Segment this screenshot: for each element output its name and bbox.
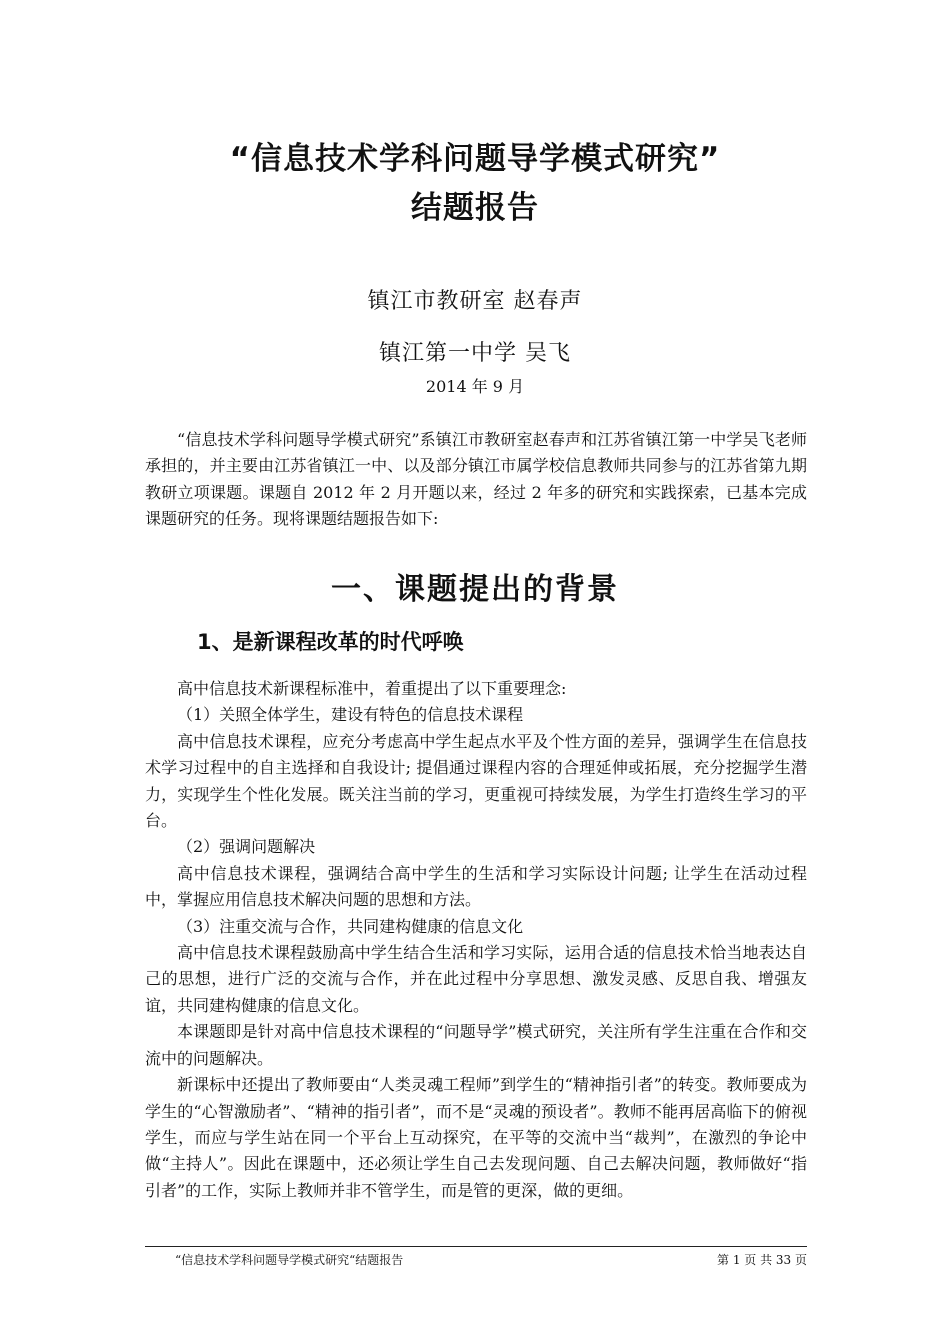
paragraph-5: （3）注重交流与合作，共同建构健康的信息文化 xyxy=(177,916,524,936)
footer-divider xyxy=(145,1246,807,1247)
report-date: 2014 年 9 月 xyxy=(425,377,525,396)
paragraph-2: 高中信息技术课程，应充分考虑高中学生起点水平及个性方面的差异，强调学生在信息技术学习过程中的自主选择和自我设计; 提倡通过课程内容的合理延伸或拓展，充分挖掘学生潜力，实现学生个性化发展。既关注当前的学习，更重视可持续发展，为学生打造终生学习的平台。 xyxy=(145,731,807,831)
intro-block xyxy=(145,427,807,533)
section-heading: 一、课题提出的背景 xyxy=(331,572,619,607)
author-line-1: 镇江市教研室 赵春声 xyxy=(367,289,583,314)
footer-title: “信息技术学科问题导学模式研究“结题报告 xyxy=(175,1253,404,1267)
document-title-line-1: “信息技术学科问题导学模式研究” xyxy=(229,141,721,177)
paragraph-1: （1）关照全体学生，建设有特色的信息技术课程 xyxy=(177,705,524,725)
intro-paragraph: “信息技术学科问题导学模式研究”系镇江市教研室赵春声和江苏省镇江第一中学吴飞老师承担的，并主要由江苏省镇江一中、以及部分镇江市属学校信息教师共同参与的江苏省第九期教研立项课题。课题自 2012 年 2 月开题以来，经过 2 年多的研究和实践探索，已基本完成课题研究的任务。现将课题结题报告如下: xyxy=(145,430,807,529)
document-title-line-2: 结题报告 xyxy=(411,190,539,226)
subsection-heading: 1、是新课程改革的时代呼唤 xyxy=(197,630,464,654)
section-body xyxy=(145,676,807,1204)
page-number: 第 1 页 共 33 页 xyxy=(717,1253,807,1267)
paragraph-7: 本课题即是针对高中信息技术课程的“问题导学”模式研究，关注所有学生注重在合作和交流中的问题解决。 xyxy=(145,1022,807,1068)
paragraph-3: （2）强调问题解决 xyxy=(177,837,316,857)
author-line-2: 镇江第一中学 吴飞 xyxy=(379,341,571,366)
paragraph-0: 高中信息技术新课程标准中，着重提出了以下重要理念: xyxy=(177,679,567,698)
paragraph-4: 高中信息技术课程，强调结合高中学生的生活和学习实际设计问题; 让学生在活动过程中，掌握应用信息技术解决问题的思想和方法。 xyxy=(145,863,807,910)
paragraph-8: 新课标中还提出了教师要由“人类灵魂工程师”到学生的“精神指引者”的转变。教师要成为学生的“心智激励者”、“精神的指引者”，而不是“灵魂的预设者”。教师不能再居高临下的俯视学生，而应与学生站在同一个平台上互动探究，在平等的交流中当“裁判”，在激烈的争论中做“主持人”。因此在课题中，还必须让学生自己去发现问题、自己去解决问题，教师做好“指引者”的工作，实际上教师并非不管学生，而是管的更深，做的更细。 xyxy=(145,1075,807,1200)
paragraph-6: 高中信息技术课程鼓励高中学生结合生活和学习实际，运用合适的信息技术恰当地表达自己的思想，进行广泛的交流与合作，并在此过程中分享思想、激发灵感、反思自我、增强友谊，共同建构健康的信息文化。 xyxy=(145,943,807,1015)
